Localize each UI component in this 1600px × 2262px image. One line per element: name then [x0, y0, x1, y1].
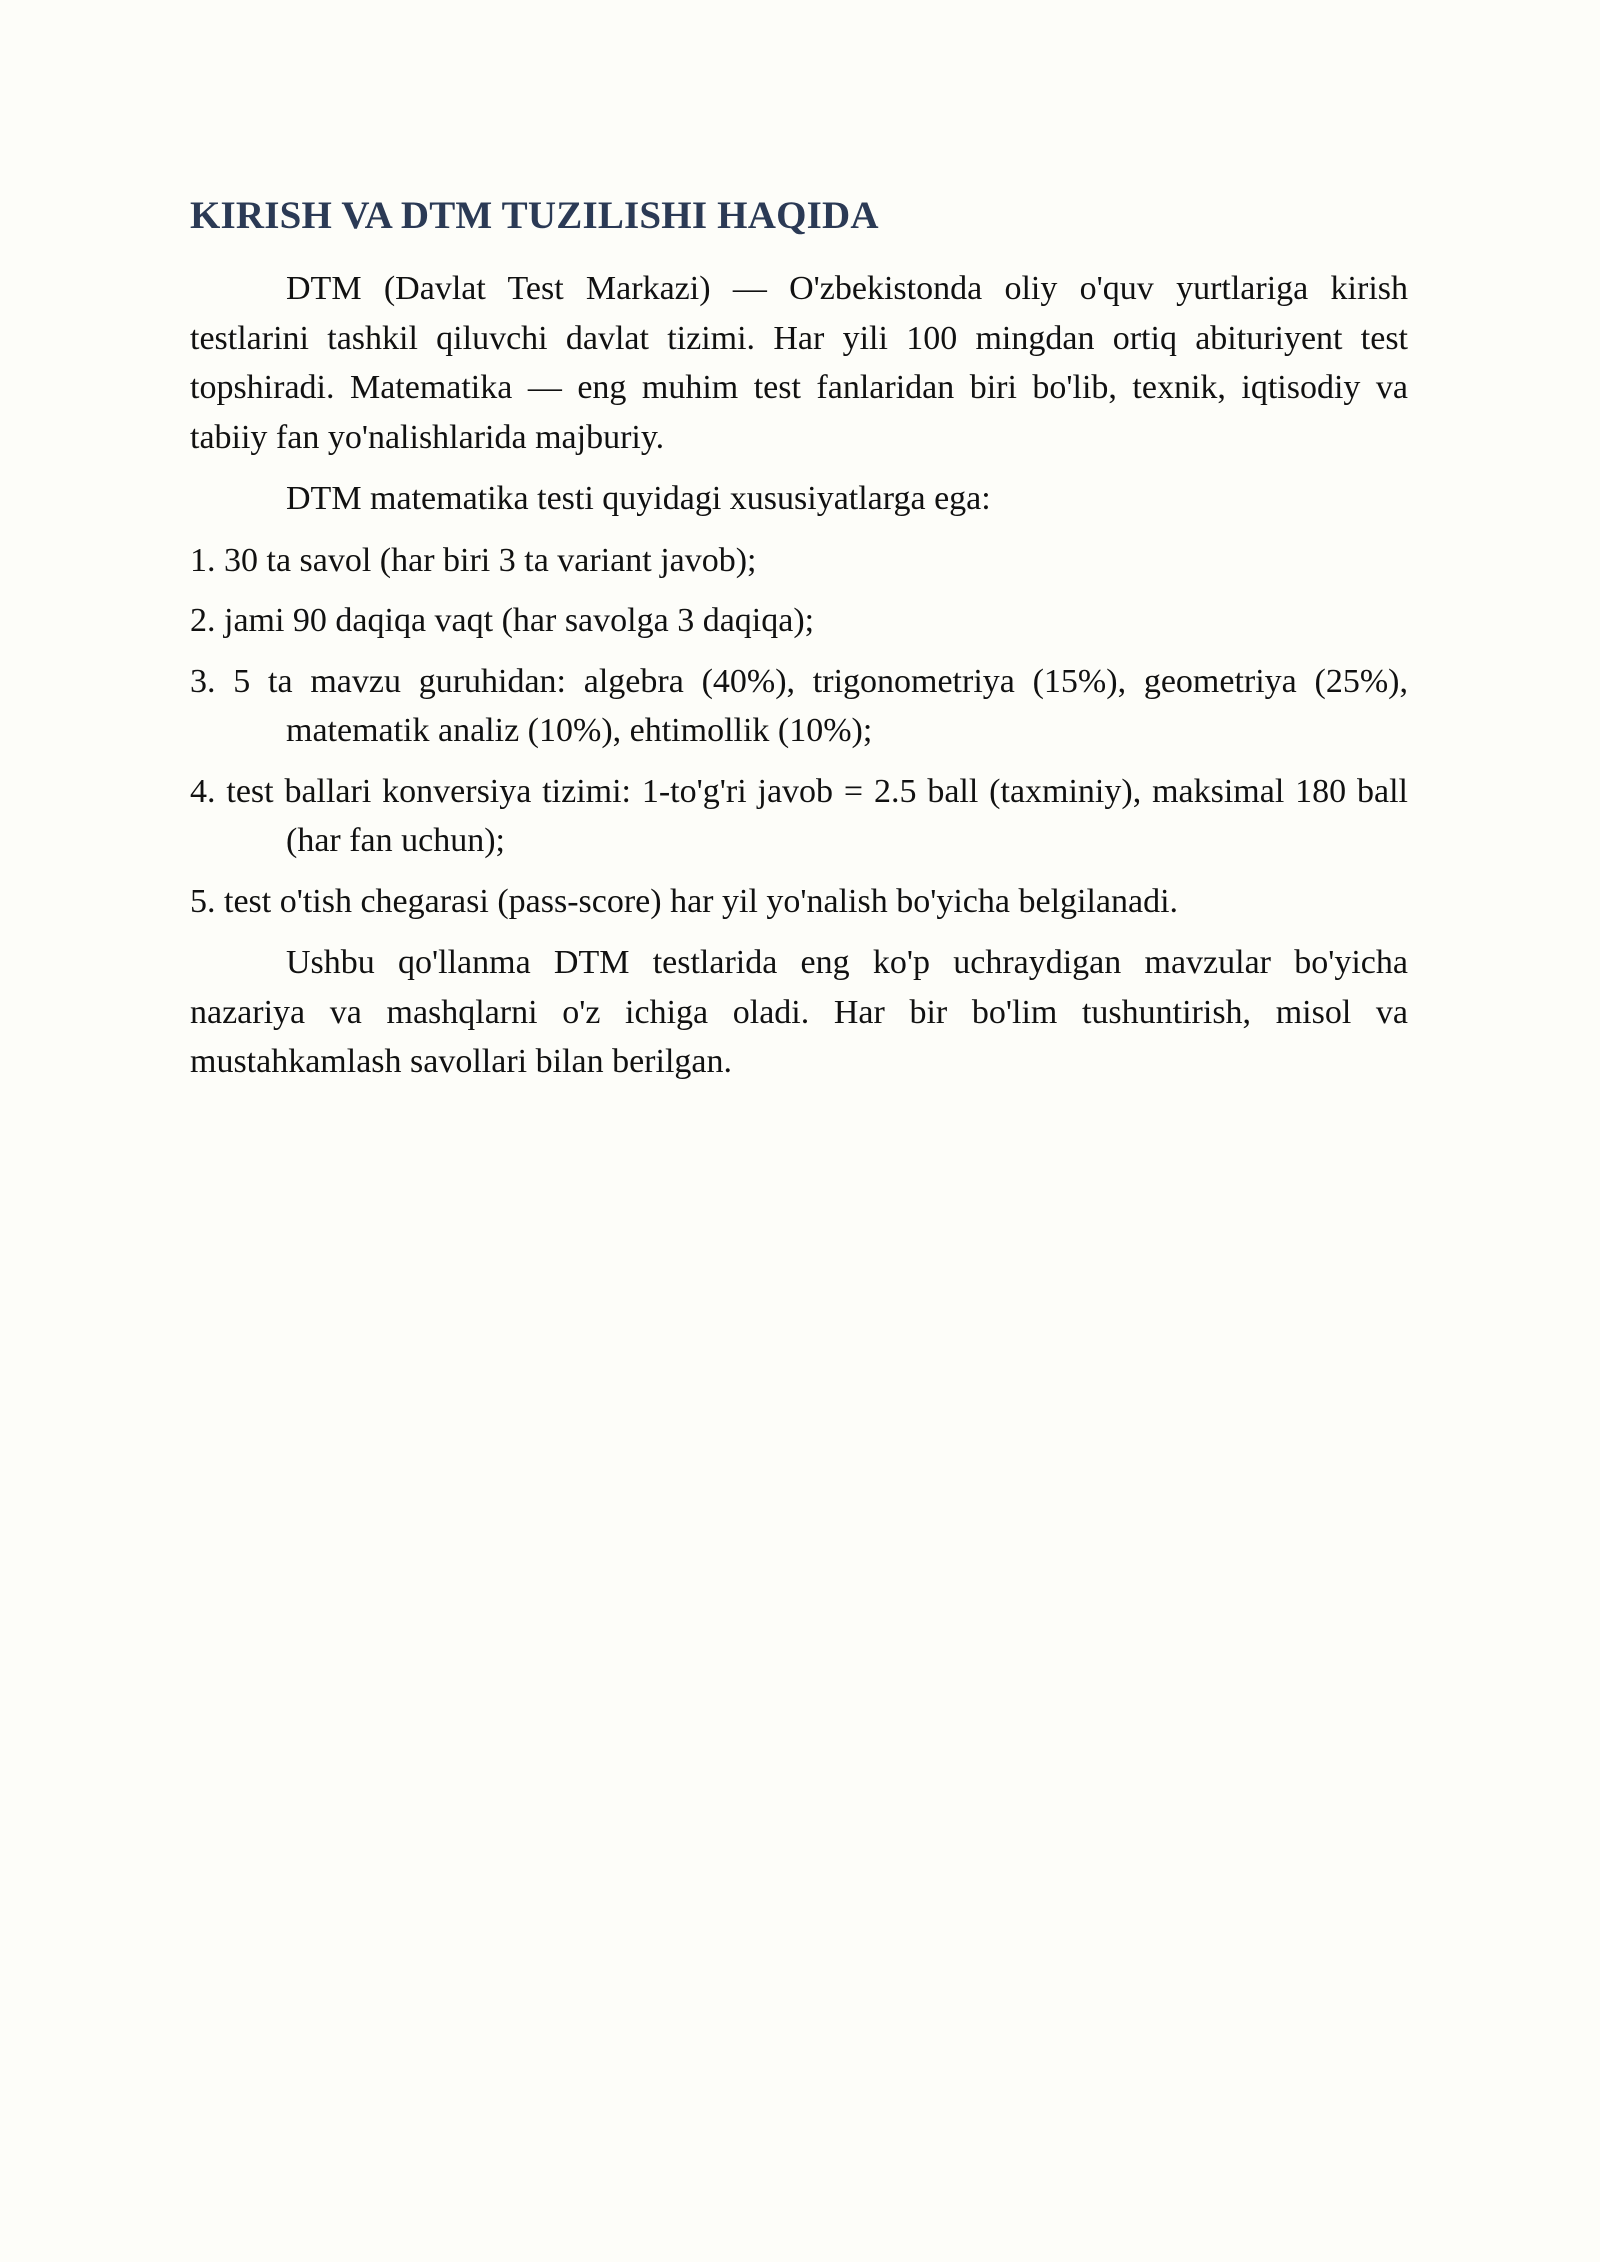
- closing-paragraph: Ushbu qo'llanma DTM testlarida eng ko'p uchraydigan mavzular bo'yicha nazariya va mashqlarni o'z ichiga oladi. Har bir bo'lim tushuntirish, misol va mustahkamlash savollari bilan berilgan.: [190, 944, 1408, 1080]
- list-item: 4. test ballari konversiya tizimi: 1-to'g'ri javob = 2.5 ball (taxminiy), maksimal 180 ball (har fan uchun);: [190, 772, 1408, 859]
- features-lead-paragraph: DTM matematika testi quyidagi xususiyatlarga ega:: [286, 480, 991, 517]
- list-item: 3. 5 ta mavzu guruhidan: algebra (40%), trigonometriya (15%), geometriya (25%), matematik analiz (10%), ehtimollik (10%);: [190, 662, 1408, 749]
- features-list: [190, 536, 1408, 927]
- section-heading: KIRISH VA DTM TUZILISHI HAQIDA: [190, 194, 879, 237]
- list-item: 5. test o'tish chegarasi (pass-score) har yil yo'nalish bo'yicha belgilanadi.: [190, 882, 1179, 920]
- intro-paragraph: DTM (Davlat Test Markazi) — O'zbekistonda oliy o'quv yurtlariga kirish testlarini tashkil qiluvchi davlat tizimi. Har yili 100 mingdan ortiq abituriyent test topshiradi. Matematika — eng muhim test fanlaridan biri bo'lib, texnik, iqtisodiy va tabiiy fan yo'nalishlarida majburiy.: [190, 270, 1408, 456]
- list-item: 1. 30 ta savol (har biri 3 ta variant javob);: [190, 541, 757, 579]
- list-item: 2. jami 90 daqiqa vaqt (har savolga 3 daqiqa);: [190, 602, 815, 639]
- document-page: [190, 190, 1408, 1099]
